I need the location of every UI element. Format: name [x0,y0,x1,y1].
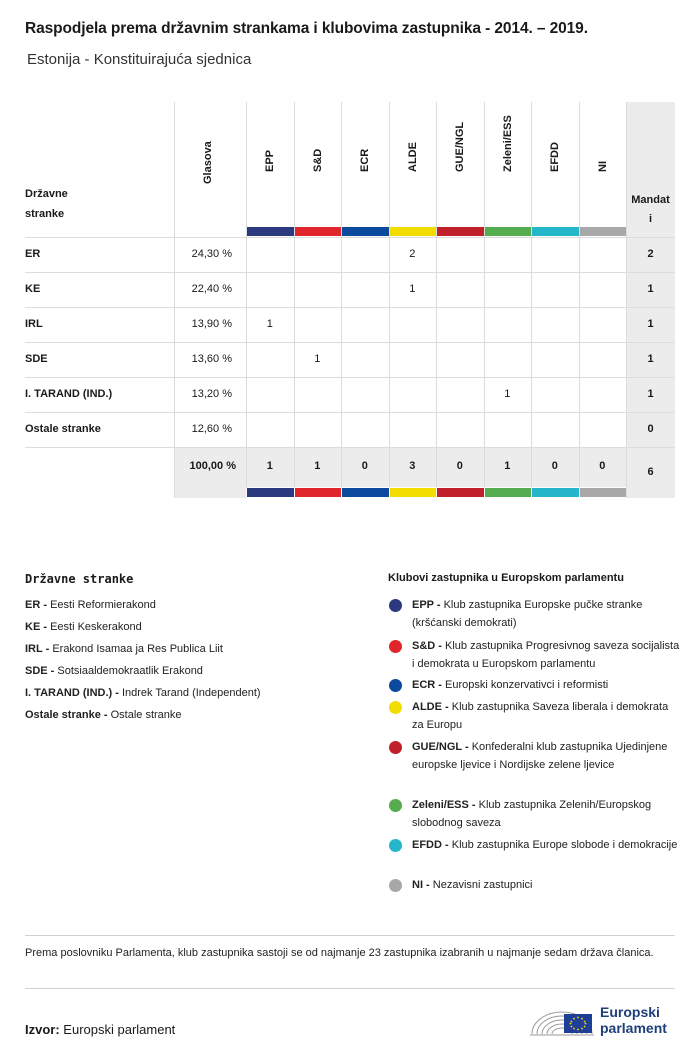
mandates-header: Mandat [631,194,670,206]
group-full-name: Konfederalni klub zastupnika Ujedinjene europske ljevice i Nordijske zelene ljevice [412,741,668,771]
votes-value: 13,60 % [191,353,232,365]
party-full-name: Eesti Keskerakond [50,621,142,633]
group-abbr: S&D - [412,640,442,652]
source-line [25,1022,175,1037]
seat-total: 1 [504,460,511,472]
group-abbr: EFDD - [412,839,449,851]
votes-value: 13,90 % [191,318,232,330]
party-full-name: Sotsiaaldemokraatlik Erakond [57,665,203,677]
group-full-name: Nezavisni zastupnici [432,879,533,891]
group-header-epp: EPP [264,149,276,172]
grid-line [25,377,675,378]
grid-line [484,102,485,488]
group-header-ni: NI [596,161,609,172]
group-full-name: Klub zastupnika Europske pučke stranke (kršćanski demokrati) [412,599,643,629]
group-color-dot [389,741,402,754]
source-value: Europski parlament [63,1022,176,1037]
group-color-bar [437,227,484,236]
group-legend-item [412,596,682,632]
grid-line [25,307,675,308]
group-color-dot [389,701,402,714]
group-color-bar [390,227,437,236]
party-name: Ostale stranke [25,423,101,435]
group-legend-item [412,698,682,734]
grand-total: 6 [647,466,654,478]
group-full-name: Klub zastupnika Progresivnog saveza socijalista i demokrata u Europskom parlamentu [412,640,680,670]
group-color-bar [247,227,294,236]
group-color-bar [342,227,389,236]
logo-line2: parlament [600,1020,667,1036]
votes-total: 100,00 % [189,460,236,472]
mandates-header: i [648,213,653,225]
seat-total: 1 [314,460,321,472]
party-abbr: I. TARAND (IND.) - [25,687,119,699]
party-legend-item [25,706,182,724]
group-color-bar [390,488,437,497]
mandate-total: 0 [647,423,654,435]
party-name: SDE [25,353,48,365]
groups-legend-title: Klubovi zastupnika u Europskom parlamentu [388,572,624,584]
group-abbr: Zeleni/ESS - [412,799,476,811]
seat-total: 0 [551,460,558,472]
group-header-efdd: EFDD [549,142,561,172]
group-legend-item [412,637,682,673]
group-full-name: Europski konzervativci i reformisti [445,679,609,691]
votes-value: 12,60 % [191,423,232,435]
group-abbr: ALDE - [412,701,449,713]
distribution-table [25,102,675,498]
seat-count: 1 [504,388,511,400]
group-color-dot [389,640,402,653]
mandate-total: 2 [647,248,654,260]
grid-line [25,237,675,238]
mandate-total: 1 [647,283,654,295]
party-abbr: Ostale stranke - [25,709,108,721]
party-full-name: Erakond Isamaa ja Res Publica Liit [52,643,223,655]
grid-line [531,102,532,488]
group-header-zeleniess: Zeleni/ESS [501,115,514,172]
group-abbr: GUE/NGL - [412,741,469,753]
party-name: IRL [25,318,43,330]
grid-line [25,272,675,273]
party-full-name: Eesti Reformierakond [50,599,156,611]
footnote: Prema poslovniku Parlamenta, klub zastupnika sastoji se od najmanje 23 zastupnika izabranih u najmanje sedam država članica. [25,947,654,959]
party-legend-item [25,640,223,658]
divider [25,935,675,936]
group-header-sd: S&D [311,148,324,172]
seat-total: 3 [409,460,416,472]
group-legend-item [412,836,682,854]
group-color-bar [485,227,532,236]
group-full-name: Klub zastupnika Europe slobode i demokracije [451,839,678,851]
page-title: Raspodjela prema državnim strankama i klubovima zastupnika - 2014. – 2019. [25,20,588,37]
party-full-name: Indrek Tarand (Independent) [121,687,261,699]
votes-column-bg [174,447,246,498]
seat-total: 1 [266,460,273,472]
group-full-name: Klub zastupnika Zelenih/Europskog slobodnog saveza [412,799,652,829]
group-color-dot [389,679,402,692]
group-header-guengl: GUE/NGL [454,121,466,172]
group-legend-item [412,738,682,774]
mandate-total: 1 [647,353,654,365]
group-color-dot [389,799,402,812]
group-color-dot [389,879,402,892]
grid-line [294,102,295,488]
group-color-bar [295,488,342,497]
seat-count: 1 [266,318,273,330]
grid-line [25,412,675,413]
grid-line [389,102,390,488]
mandates-column-bg [626,102,675,498]
seat-total: 0 [361,460,368,472]
mandate-total: 1 [647,388,654,400]
party-abbr: ER - [25,599,47,611]
group-header-alde: ALDE [406,142,419,172]
party-header: Državne [25,188,68,200]
seat-count: 1 [409,283,416,295]
group-color-bar [580,488,627,497]
party-legend-item [25,596,156,614]
group-color-bar [485,488,532,497]
party-name: KE [25,283,41,295]
group-abbr: NI - [412,879,430,891]
parties-legend-title: Državne stranke [25,572,134,586]
party-full-name: Ostale stranke [110,709,182,721]
party-abbr: IRL - [25,643,50,655]
votes-header: Glasova [202,141,214,184]
group-legend-item [412,876,682,894]
grid-line [25,447,675,448]
grid-line [341,102,342,488]
logo-text [600,1004,667,1036]
grid-line [579,102,580,488]
votes-value: 22,40 % [191,283,232,295]
grid-line [174,102,175,498]
group-color-bar [295,227,342,236]
group-color-dot [389,839,402,852]
party-header: stranke [25,208,65,220]
party-legend-item [25,618,142,636]
seat-total: 0 [599,460,606,472]
group-abbr: ECR - [412,679,442,691]
votes-value: 24,30 % [191,248,232,260]
party-legend-item [25,684,261,702]
group-color-bar [247,488,294,497]
mandate-total: 1 [647,318,654,330]
seat-count: 2 [409,248,416,260]
group-color-bar [580,227,627,236]
divider [25,988,675,989]
seat-count: 1 [314,353,321,365]
group-color-bar [532,488,579,497]
seat-total: 0 [456,460,463,472]
group-color-bar [342,488,389,497]
party-abbr: KE - [25,621,47,633]
grid-line [25,342,675,343]
group-color-bar [437,488,484,497]
party-abbr: SDE - [25,665,55,677]
logo-line1: Europski [600,1004,660,1020]
grid-line [626,102,627,498]
group-color-bar [532,227,579,236]
party-name: I. TARAND (IND.) [25,388,113,400]
group-color-dot [389,599,402,612]
party-name: ER [25,248,41,260]
page-subtitle: Estonija - Konstituirajuća sjednica [27,51,252,68]
group-header-ecr: ECR [359,148,371,172]
grid-line [246,102,247,488]
votes-value: 13,20 % [191,388,232,400]
group-legend-item [412,676,682,694]
party-legend-item [25,662,203,680]
group-abbr: EPP - [412,599,441,611]
group-legend-item [412,796,682,832]
group-full-name: Klub zastupnika Saveza liberala i demokrata za Europu [412,701,669,731]
source-label: Izvor: [25,1022,60,1037]
grid-line [436,102,437,488]
